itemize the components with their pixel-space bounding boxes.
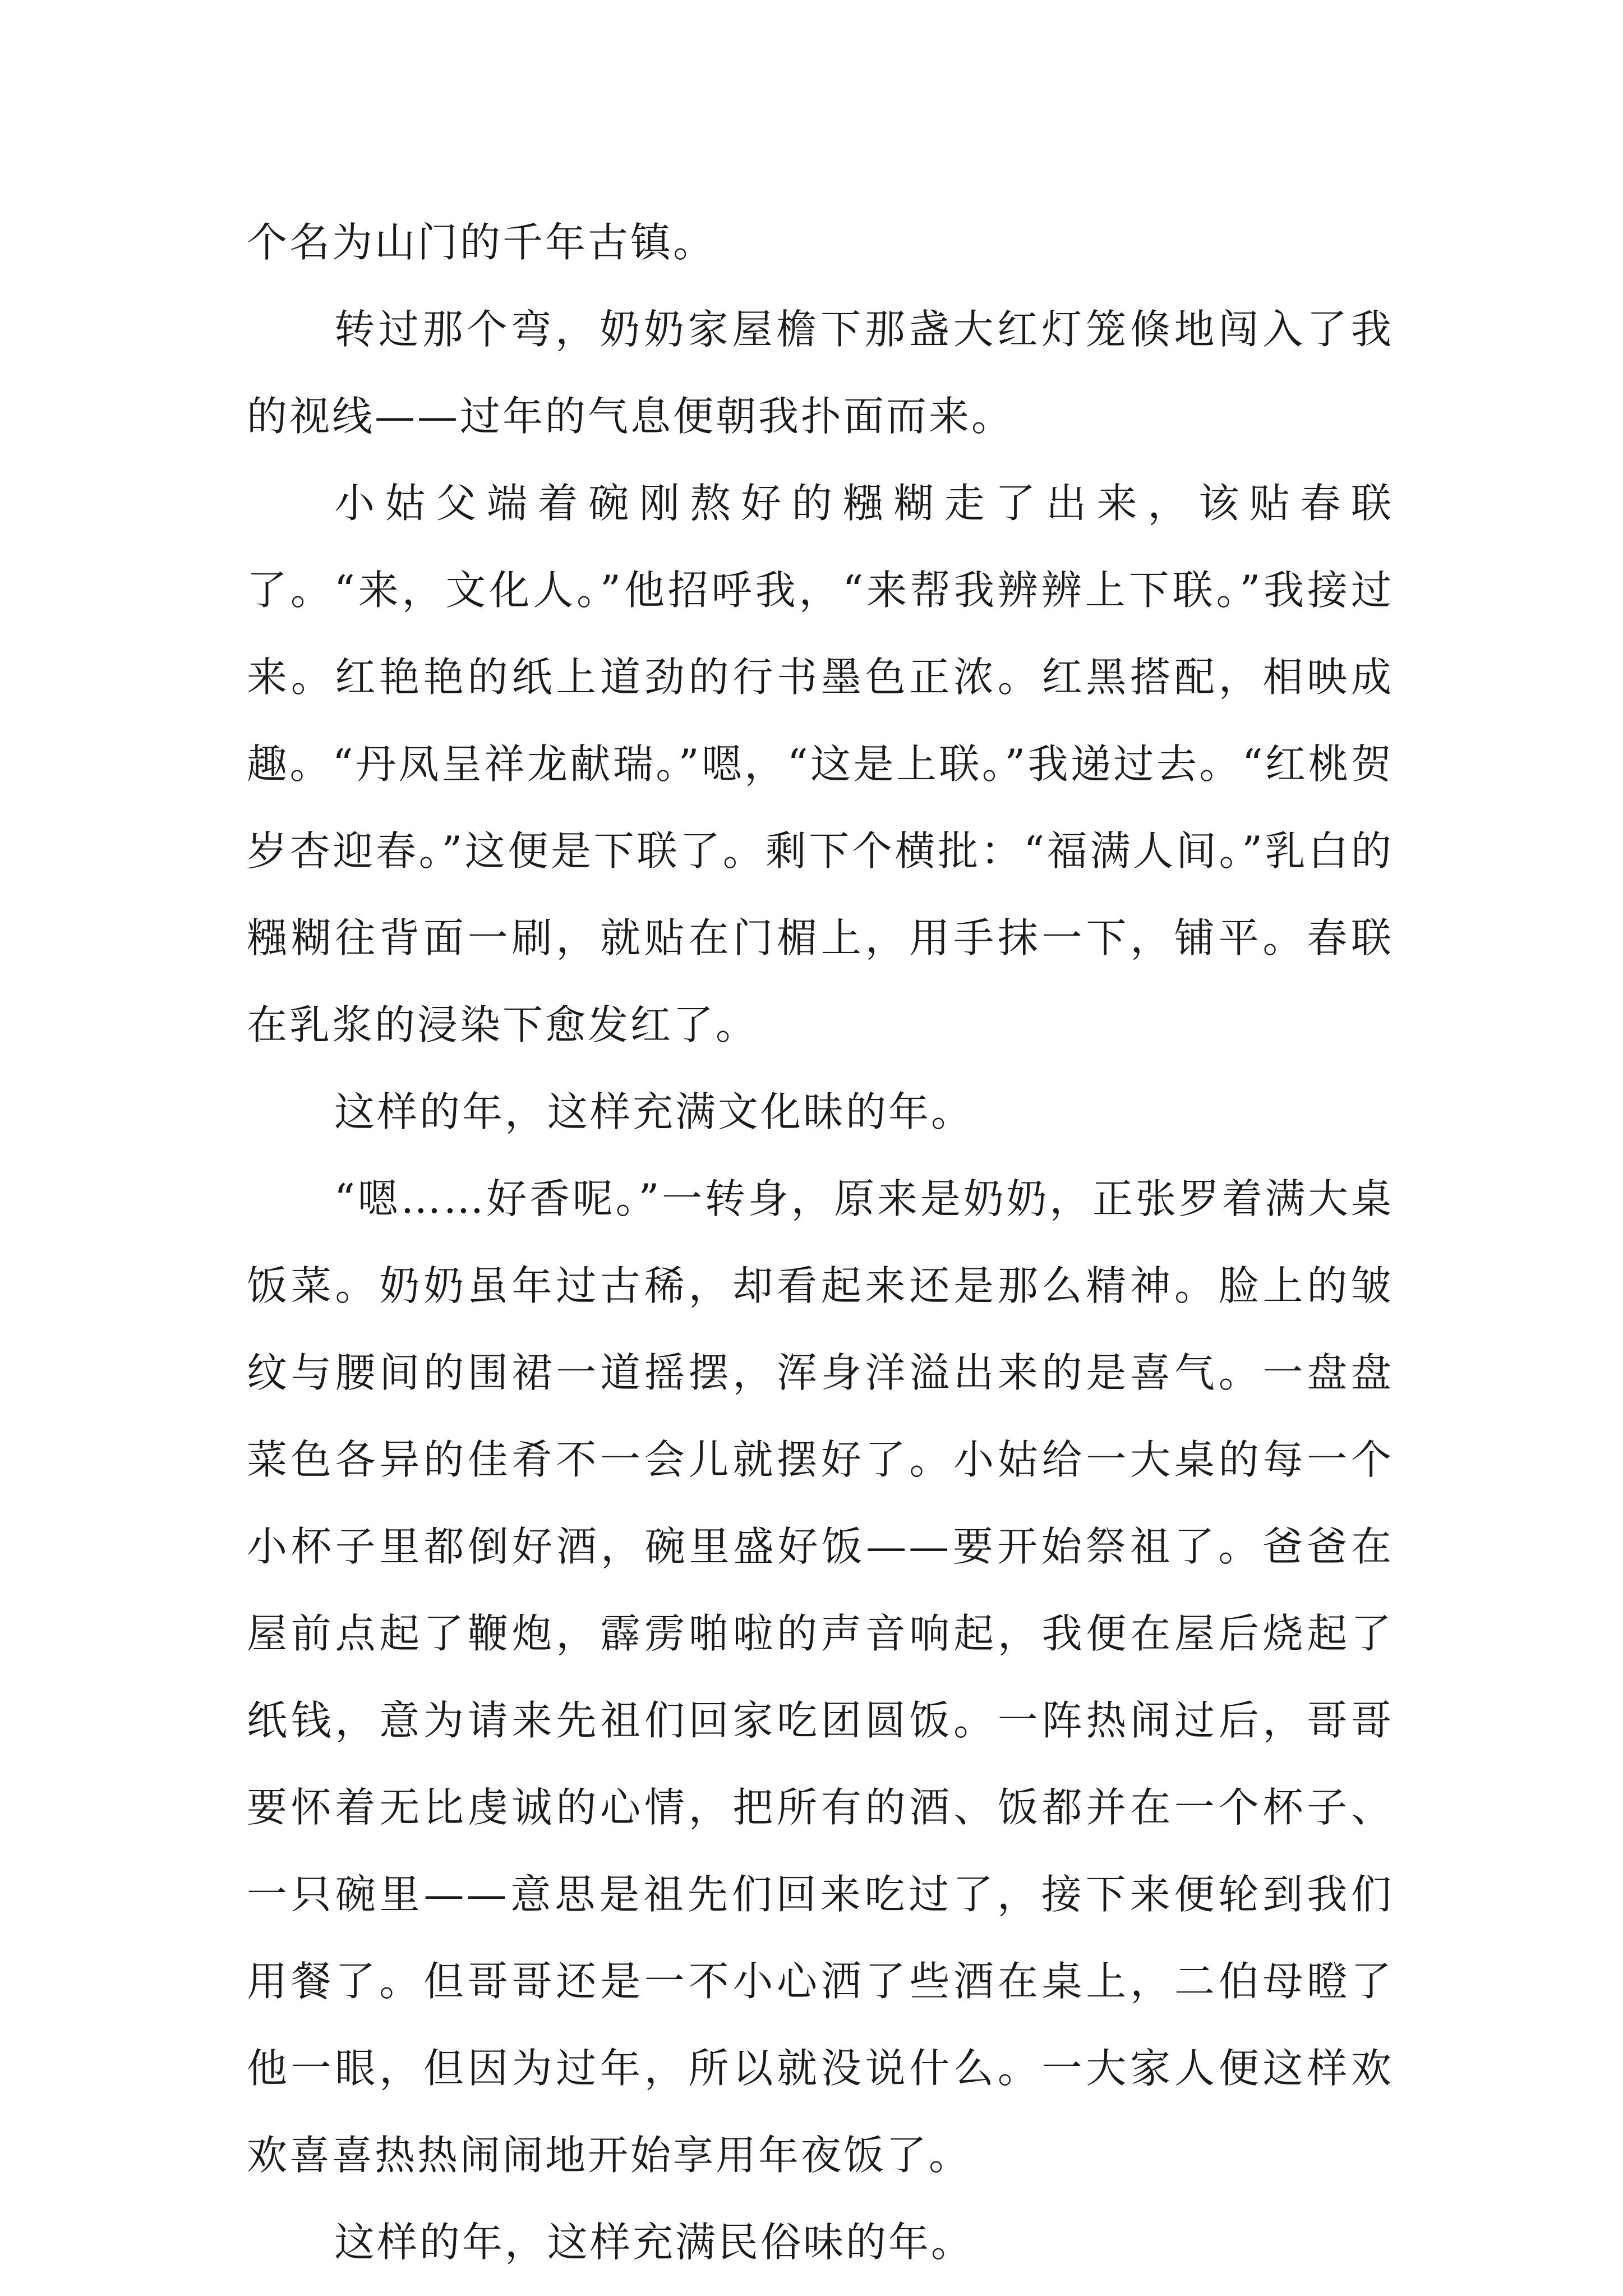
paragraph: 个名为山门的千年古镇。 (247, 219, 716, 266)
paragraph: 小姑父端着碗刚熬好的糨糊走了出来，该贴春联了。“来，文化人。”他招呼我，“来帮我辨辨上下联。”我接过来。红艳艳的纸上道劲的行书墨色正浓。红黑搭配，相映成趣。“丹凤呈祥龙献瑞。”嗯，“这是上联。”我递过去。“红桃贺岁杏迎春。”这便是下联了。剩下个横批：“福满人间。”乳白的糨糊往背面一刷，就贴在门楣上，用手抹一下，铺平。春联在乳浆的浸染下愈发红了。 (247, 480, 1394, 1048)
paragraph: 这样的年，这样充满文化昧的年。 (334, 1088, 974, 1135)
paragraph: 这样的年，这样充满民俗味的年。 (334, 2219, 974, 2266)
essay-body (247, 199, 1394, 2286)
paragraph: 转过那个弯，奶奶家屋檐下那盏大红灯笼倏地闯入了我的视线——过年的气息便朝我扑面而来。 (247, 306, 1394, 440)
paragraph: “嗯……好香呢。”一转身，原来是奶奶，正张罗着满大桌饭菜。奶奶虽年过古稀，却看起来还是那么精神。脸上的皱纹与腰间的围裙一道摇摆，浑身洋溢出来的是喜气。一盘盘菜色各异的佳肴不一会儿就摆好了。小姑给一大桌的每一个小杯子里都倒好酒，碗里盛好饭——要开始祭祖了。爸爸在屋前点起了鞭炮，霹雳啪啦的声音响起，我便在屋后烧起了纸钱，意为请来先祖们回家吃团圆饭。一阵热闹过后，哥哥要怀着无比虔诚的心情，把所有的酒、饭都并在一个杯子、一只碗里——意思是祖先们回来吃过了，接下来便轮到我们用餐了。但哥哥还是一不小心洒了些酒在桌上，二伯母瞪了他一眼，但因为过年，所以就没说什么。一大家人便这样欢欢喜喜热热闹闹地开始享用年夜饭了。 (247, 1175, 1394, 2179)
